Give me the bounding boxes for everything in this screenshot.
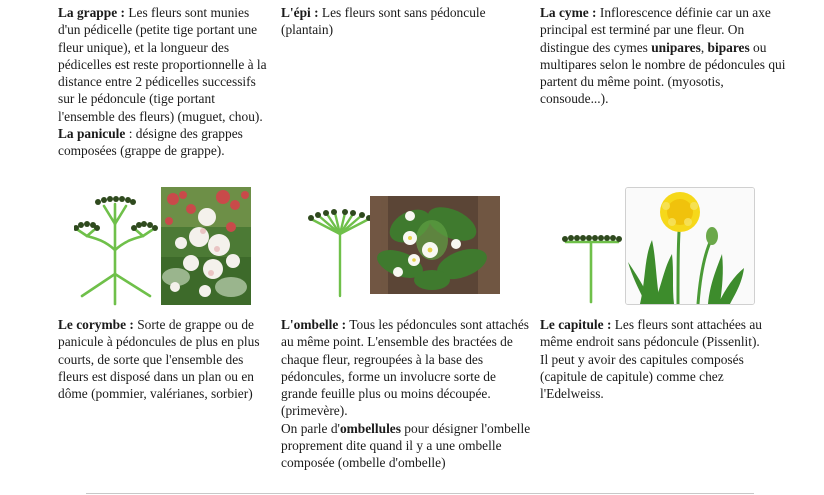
capitule-text: Les fleurs sont attachées au même endroit sans pédoncule (Pissenlit).	[540, 317, 762, 350]
epi-text: Les fleurs sont sans pédoncule (plantain)	[281, 5, 486, 38]
grappe-definition	[58, 4, 270, 160]
cyme-unipares: unipares	[651, 39, 701, 55]
epi-term: L'épi :	[281, 5, 319, 20]
page-divider	[86, 493, 754, 494]
corymbe-text: Sorte de grappe ou de panicule à pédoncules de plus en plus courts, de sorte que l'ensemble des fleurs est disposé dans un plan ou en dôme (pommier, valérianes, sorbier)	[58, 317, 260, 402]
corymb-diagram-icon	[74, 194, 158, 306]
capitule-term: Le capitule :	[540, 317, 612, 332]
valerian-photo-icon	[161, 187, 251, 305]
corymbe-definition	[58, 316, 270, 402]
umbel-diagram-icon	[307, 208, 373, 298]
cyme-definition	[540, 4, 790, 108]
ombelle-text-2a: On parle d'	[281, 420, 340, 436]
primrose-photo-icon	[370, 196, 500, 294]
capitule-definition	[540, 316, 790, 402]
ombellules-term: ombellules	[339, 420, 401, 436]
grappe-text: Les fleurs sont munies d'un pédicelle (petite tige portant une fleur unique), et la longueur des pédicelles est reste proportionnelle à la distance entre 2 pédicelles successifs sur le pédoncule (tige portant l'ensemble des fleurs) (muguet, chou).	[58, 5, 267, 124]
ombelle-text-2b: pour désigner l'ombelle proprement dite quand il y a une ombelle composée (ombelle d'ombelle)	[281, 420, 531, 471]
ombelle-term: L'ombelle :	[281, 317, 347, 332]
capitulum-diagram-icon	[562, 232, 624, 304]
cyme-text-2: ,	[700, 39, 708, 55]
cyme-term: La cyme :	[540, 5, 597, 20]
capitule-text-2: Il peut y avoir des capitules composés (capitule de capitule) comme chez l'Edelweiss.	[540, 351, 744, 402]
epi-definition	[281, 4, 521, 39]
panicule-text: : désigne des grappes composées (grappe de grappe).	[58, 126, 243, 159]
grappe-term: La grappe :	[58, 5, 125, 20]
panicule-term: La panicule	[58, 126, 126, 142]
corymbe-term: Le corymbe :	[58, 317, 134, 332]
ombelle-text: Tous les pédoncules sont attachés au même point. L'ensemble des bractées de chaque fleur, regroupées à la base des pédoncules, forme un involucre sorte de grande feuille plus ou moins découpée. (primevère).	[281, 317, 529, 419]
dandelion-photo-icon	[625, 187, 755, 305]
cyme-bipares: bipares	[707, 39, 750, 55]
ombelle-definition	[281, 316, 531, 472]
cyme-text-3: ou multipares selon le nombre de pédoncules qui partent du même point. (myosotis, consoude...).	[540, 39, 786, 107]
cyme-text-1: Inflorescence définie car un axe principal est terminé par une fleur. On distingue des cymes	[540, 5, 771, 55]
